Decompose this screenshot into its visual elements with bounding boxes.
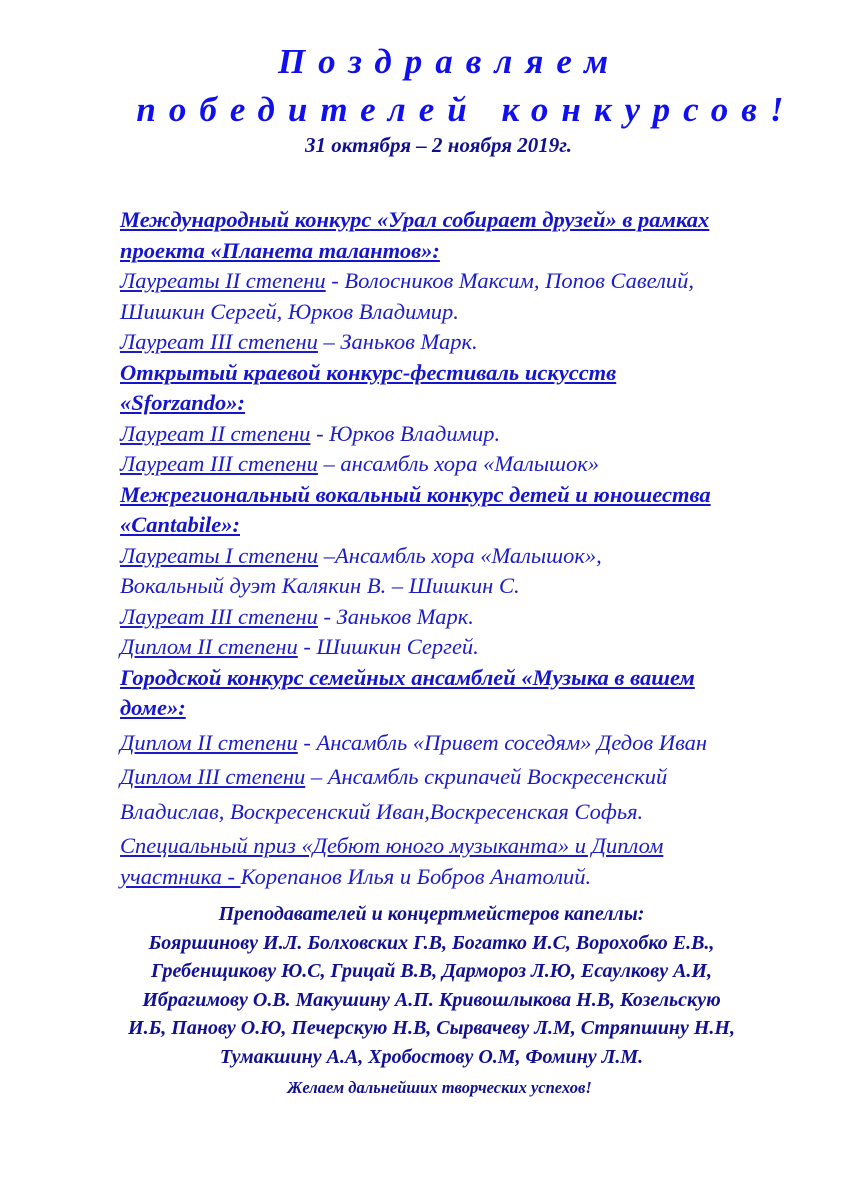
award-entry (120, 831, 840, 862)
award-entry (120, 862, 840, 893)
award-name: Лауреаты I степени (120, 542, 319, 568)
teachers-thanks (0, 900, 849, 1071)
award-winners: – Заньков Марк. (317, 329, 478, 354)
page-title-line1: Поздравляем (277, 42, 622, 81)
award-entry (120, 797, 840, 828)
contest-heading: Межрегиональный вокальный конкурс детей и юношества (120, 481, 711, 507)
award-winners: - Ансамбль «Привет соседям» Дедов Иван (297, 729, 708, 755)
award-name: Диплом II степени (120, 634, 298, 659)
award-entry (120, 632, 840, 663)
thanks-line: И.Б, Панову О.Ю, Печерскую Н.В, Сырвачеву Л.М, Стряпшину Н.Н, (128, 1017, 735, 1039)
contest-heading: «Cantabile»: (120, 512, 241, 537)
award-entry (120, 728, 840, 759)
award-entry (120, 419, 840, 450)
award-name: Диплом II степени (120, 729, 298, 755)
award-name: Диплом III степени (120, 764, 306, 789)
contest-heading: «Sforzando»: (120, 390, 246, 415)
award-name: Специальный приз «Дебют юного музыканта» и Диплом (120, 833, 664, 858)
award-entry (120, 297, 840, 328)
award-entry (120, 327, 840, 358)
award-name: Лауреат III степени (120, 329, 318, 354)
contest-list (120, 205, 840, 892)
award-entry (120, 541, 840, 572)
contest-heading: проекта «Планета талантов»: (120, 237, 440, 263)
award-entry (120, 602, 840, 633)
page-title-line2: победителей конкурсов! (136, 90, 797, 129)
award-name: Лауреат III степени (120, 603, 318, 629)
thanks-line: Бояршинову И.Л. Болховских Г.В, Богатко И.С, Ворохобко Е.В., (148, 931, 715, 954)
award-winners: –Ансамбль хора «Малышок», (318, 542, 602, 568)
closing-wish: Желаем дальнейших творческих успехов! (287, 1078, 592, 1097)
thanks-line: Ибрагимову О.В. Макушину А.П. Кривошлыкова Н.В, Козельскую (142, 988, 721, 1011)
thanks-line: Преподавателей и концертмейстеров капеллы: (218, 903, 645, 925)
contest-heading: Международный конкурс «Урал собирает друзей» в рамках (120, 207, 710, 232)
award-entry (120, 762, 840, 793)
award-winners: - Заньков Марк. (317, 603, 474, 629)
award-entry (120, 571, 840, 602)
contest-heading: доме»: (120, 695, 186, 720)
award-winners: - Юрков Владимир. (310, 420, 501, 446)
award-entry (120, 266, 840, 297)
award-winners: – ансамбль хора «Малышок» (317, 451, 600, 476)
award-winners: Владислав, Воскресенский Иван,Воскресенская Софья. (120, 798, 644, 824)
thanks-line: Гребенщикову Ю.С, Грицай В.В, Дармороз Л.Ю, Есаулкову А.И, (151, 960, 712, 982)
award-winners: - Шишкин Сергей. (297, 634, 479, 659)
event-dates: 31 октября – 2 ноября 2019г. (305, 133, 572, 157)
award-name: Лауреаты II степени (120, 268, 326, 293)
award-winners: Корепанов Илья и Бобров Анатолий. (240, 863, 592, 889)
thanks-line: Тумакшину А.А, Хробостову О.М, Фомину Л.М. (219, 1045, 644, 1068)
contest-heading: Открытый краевой конкурс-фестиваль искусств (120, 359, 617, 385)
award-entry (120, 449, 840, 480)
award-name: Лауреат III степени (120, 451, 318, 476)
award-winners: - Волосников Максим, Попов Савелий, (325, 268, 695, 293)
award-name: Лауреат II степени (120, 420, 311, 446)
award-winners: Шишкин Сергей, Юрков Владимир. (120, 298, 459, 324)
award-winners: – Ансамбль скрипачей Воскресенский (305, 764, 668, 789)
award-name: участника - (120, 863, 241, 889)
contest-heading: Городской конкурс семейных ансамблей «Музыка в вашем (120, 664, 695, 690)
award-winners: Вокальный дуэт Калякин В. – Шишкин С. (120, 573, 520, 598)
